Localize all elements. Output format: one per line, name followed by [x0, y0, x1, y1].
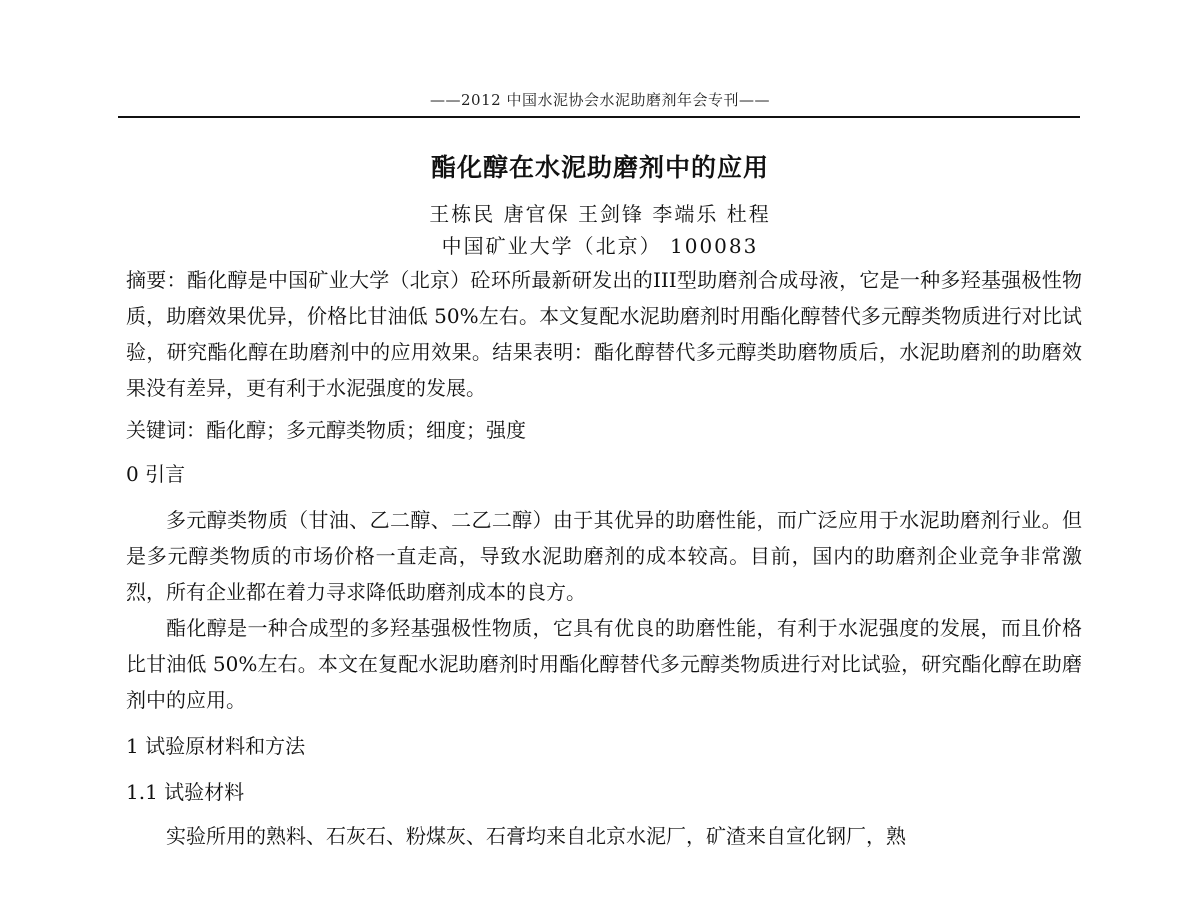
abstract-text: 酯化醇是中国矿业大学（北京）砼环所最新研发出的III型助磨剂合成母液，它是一种多羟基强极性物质，助磨效果优异，价格比甘油低 50%左右。本文复配水泥助磨剂时用酯化醇替代多元醇类物质进行对比试验，研究酯化醇在助磨剂中的应用效果。结果表明：酯化醇替代多元醇类助磨物质后，水泥助磨剂的助磨效果没有差异，更有利于水泥强度的发展。	[126, 268, 1083, 400]
paper-body	[126, 262, 1082, 854]
intro-paragraph-1: 多元醇类物质（甘油、乙二醇、二乙二醇）由于其优异的助磨性能，而广泛应用于水泥助磨剂行业。但是多元醇类物质的市场价格一直走高，导致水泥助磨剂的成本较高。目前，国内的助磨剂企业竞争非常激烈，所有企业都在着力寻求降低助磨剂成本的良方。	[126, 508, 1082, 604]
keywords-text: 酯化醇；多元醇类物质；细度；强度	[206, 418, 526, 442]
section-heading-intro: 0 引言	[126, 462, 186, 486]
keywords	[126, 412, 1082, 448]
running-head: ——2012 中国水泥协会水泥助磨剂年会专刊——	[430, 91, 770, 109]
section-heading-materials-methods: 1 试验原材料和方法	[126, 734, 306, 758]
abstract	[126, 262, 1082, 406]
section-heading-materials: 1.1 试验材料	[126, 780, 245, 804]
materials-partial-line: 实验所用的熟料、石灰石、粉煤灰、石膏均来自北京水泥厂，矿渣来自宣化钢厂，熟	[166, 824, 906, 848]
header-rule	[118, 116, 1080, 118]
affiliation: 中国矿业大学（北京） 100083	[441, 234, 759, 258]
authors: 王栋民 唐官保 王剑锋 李端乐 杜程	[429, 202, 771, 226]
keywords-label: 关键词：	[126, 418, 206, 442]
abstract-label: 摘要：	[126, 268, 187, 292]
paper-title: 酯化醇在水泥助磨剂中的应用	[430, 153, 769, 182]
intro-paragraph-2: 酯化醇是一种合成型的多羟基强极性物质，它具有优良的助磨性能，有利于水泥强度的发展，而且价格比甘油低 50%左右。本文在复配水泥助磨剂时用酯化醇替代多元醇类物质进行对比试验，研究酯化醇在助磨剂中的应用。	[126, 616, 1082, 712]
